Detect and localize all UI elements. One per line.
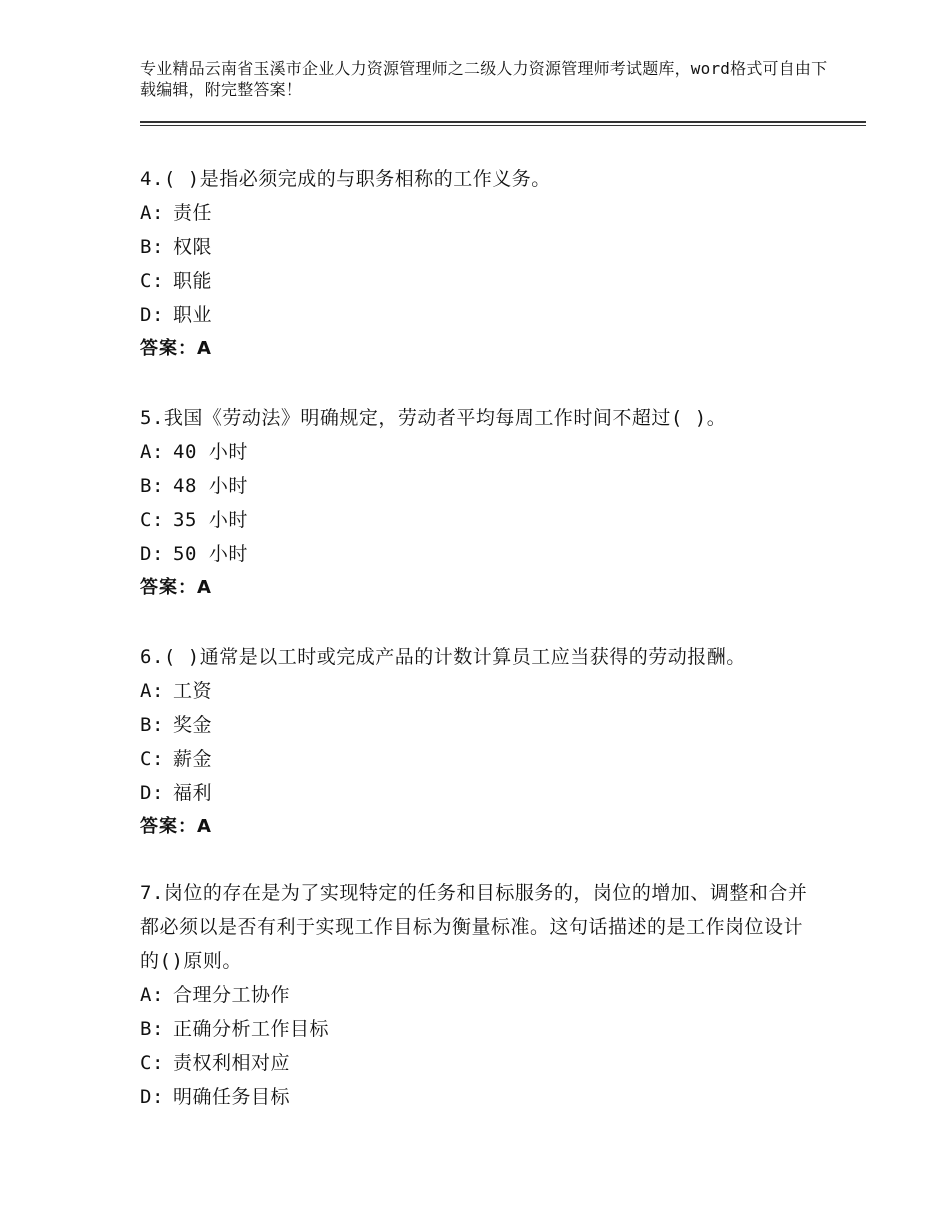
option-b [140,1012,810,1046]
option-letter: D: [140,304,164,326]
question-4 [140,162,810,366]
option-letter: C: [140,1052,164,1074]
option-letter: A: [140,441,164,463]
option-text: 50 小时 [173,543,248,565]
option-a [140,196,810,230]
question-text: 7.岗位的存在是为了实现特定的任务和目标服务的，岗位的增加、调整和合并都必须以是否有利于实现工作目标为衡量标准。这句话描述的是工作岗位设计的()原则。 [140,882,808,972]
question-text: 6.( )通常是以工时或完成产品的计数计算员工应当获得的劳动报酬。 [140,646,746,668]
option-letter: B: [140,236,164,258]
option-a [140,435,810,469]
option-text: 正确分析工作目标 [173,1018,330,1040]
option-text: 48 小时 [173,475,248,497]
answer-line: 答案：A [140,816,212,837]
option-letter: B: [140,475,164,497]
option-letter: A: [140,984,164,1006]
question-text: 4.( )是指必须完成的与职务相称的工作义务。 [140,168,551,190]
option-c [140,742,810,776]
option-text: 权限 [173,236,213,258]
option-letter: C: [140,270,164,292]
option-letter: C: [140,748,164,770]
header-divider-thick [140,121,866,123]
option-d [140,1080,810,1114]
option-text: 薪金 [173,748,213,770]
option-a [140,978,810,1012]
option-text: 职业 [173,304,213,326]
question-7 [140,876,810,1114]
option-text: 40 小时 [173,441,248,463]
answer-line: 答案：A [140,338,212,359]
option-letter: A: [140,680,164,702]
option-text: 35 小时 [173,509,248,531]
option-letter: A: [140,202,164,224]
option-c [140,264,810,298]
option-text: 明确任务目标 [173,1086,291,1108]
option-d [140,776,810,810]
option-d [140,298,810,332]
option-letter: D: [140,1086,164,1108]
question-5 [140,401,810,605]
option-text: 职能 [173,270,213,292]
option-b [140,230,810,264]
option-letter: C: [140,509,164,531]
question-6 [140,640,810,844]
option-text: 工资 [173,680,213,702]
option-letter: D: [140,543,164,565]
option-c [140,503,810,537]
header-divider-thin [140,125,866,126]
option-letter: B: [140,1018,164,1040]
option-text: 福利 [173,782,213,804]
option-text: 责任 [173,202,213,224]
option-letter: B: [140,714,164,736]
document-header: 专业精品云南省玉溪市企业人力资源管理师之二级人力资源管理师考试题库，word格式可自由下载编辑，附完整答案！ [140,59,828,99]
option-a [140,674,810,708]
option-text: 奖金 [173,714,213,736]
answer-line: 答案：A [140,577,212,598]
option-b [140,469,810,503]
question-text: 5.我国《劳动法》明确规定，劳动者平均每周工作时间不超过( )。 [140,407,727,429]
option-letter: D: [140,782,164,804]
option-d [140,537,810,571]
option-text: 责权利相对应 [173,1052,291,1074]
option-b [140,708,810,742]
option-text: 合理分工协作 [173,984,291,1006]
option-c [140,1046,810,1080]
